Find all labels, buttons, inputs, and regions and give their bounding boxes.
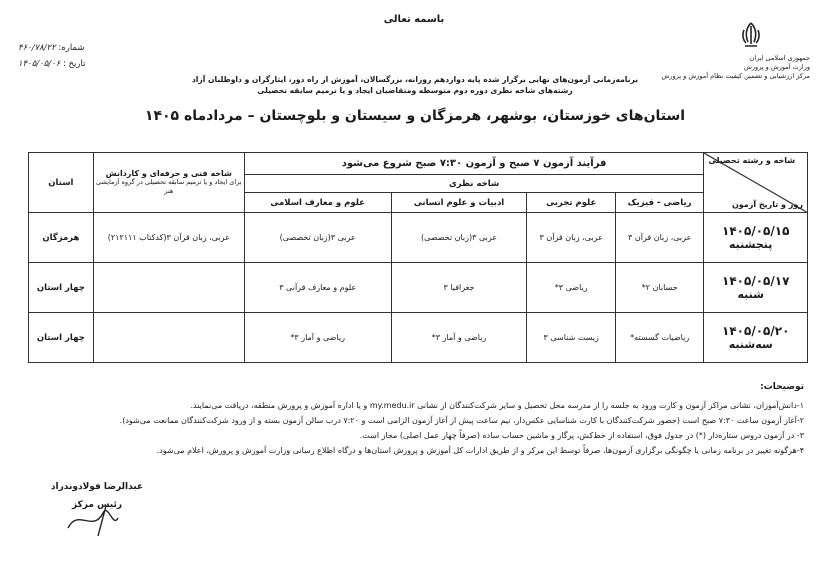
- row-cell: جغرافیا ۳: [391, 263, 527, 313]
- row-cell: زیست شناسی ۳: [527, 313, 615, 363]
- note-item: ۲-آغاز آزمون ساعت ۷:۳۰ صبح است (حضور شرکت‌کنندگان با کارت شناسایی عکس‌دار، نیم ساعت پیش از آغاز آزمون الزامی است و ۷:۲۰ درب سالن آزمون بسته و از ورود شرکت‌کنندگان ممانعت می‌شود).: [119, 416, 804, 425]
- field-header-label: شاخه و رشته تحصیلی: [708, 156, 796, 165]
- field-humanities: ادبیات و علوم انسانی: [391, 193, 527, 213]
- field-date-header-cell: [704, 153, 808, 213]
- document-heading: [180, 74, 650, 96]
- letter-number: [18, 40, 168, 56]
- letter-number-value: ۴۶۰/۷۸/۲۲: [18, 43, 56, 53]
- row-cell: عربی، زبان قرآن ۳: [527, 213, 615, 263]
- row-cell: عربی، زبان قرآن ۳: [615, 213, 703, 263]
- letter-date-label: تاریخ :: [62, 59, 86, 69]
- table-row: [29, 213, 808, 263]
- table-header-row-1: [29, 153, 808, 175]
- signer-role: رئیس مرکز: [71, 500, 123, 510]
- letter-date: [18, 56, 168, 72]
- row-date-cell: [704, 263, 808, 313]
- row-cell: حسابان ۲*: [615, 263, 703, 313]
- province-header-cell: استان: [29, 153, 94, 213]
- date-header-label: روز و تاریخ آزمون: [731, 200, 803, 209]
- technical-branch-label: شاخه فنی و حرفه‌ای و کاردانش: [105, 169, 232, 178]
- row-cell: ریاضی و آمار ۳*: [391, 313, 527, 363]
- row-date: ۱۴۰۵/۰۵/۱۷: [722, 274, 790, 288]
- field-math-physics: ریاضی - فیزیک: [615, 193, 703, 213]
- row-cell: عربی ۳(زبان تخصصی): [391, 213, 527, 263]
- letter-number-label: شماره:: [58, 43, 85, 53]
- row-technical-cell: [93, 263, 244, 313]
- note-item: ۱-دانش‌آموزان، نشانی مراکز آزمون و کارت ورود به جلسه را از مدرسه محل تحصیل و سایر شرکت‌کنندگان از نشانی my.medu.ir و یا اداره آموزش و پرورش منطقه، دریافت می‌نمایند.: [190, 401, 804, 410]
- notes-title: توضیحات:: [760, 382, 804, 392]
- document-top-title: باسمه تعالی: [383, 14, 445, 25]
- heading-line-1: برنامه‌زمانی آزمون‌های نهایی برگزار شده پایه دوازدهم روزانه، بزرگسالان، آموزش از راه دور، ایثارگران و داوطلبان آزاد: [191, 75, 639, 84]
- field-experimental-sciences: علوم تجربی: [527, 193, 615, 213]
- row-cell: ریاضیات گسسته*: [615, 313, 703, 363]
- letter-meta: [18, 40, 168, 72]
- row-date: ۱۴۰۵/۰۵/۲۰: [722, 324, 790, 338]
- row-province-cell: هرمزگان: [29, 213, 94, 263]
- note-item: ۳- در آزمون دروس ستاره‌دار (*) در جدول فوق، استفاده از خط‌کش، پرگار و ماشین حساب ساده (صرفاً چهار عمل اصلی) مجاز است.: [359, 431, 804, 440]
- row-province-cell: چهار استان: [29, 313, 94, 363]
- technical-branch-note: برای ایجاد و یا ترمیم سابقه تحصیلی در گروه آزمایشی هنر: [96, 178, 242, 195]
- row-date: ۱۴۰۵/۰۵/۱۵: [722, 224, 790, 238]
- letter-date-value: ۱۴۰۵/۰۵/۰۶: [18, 59, 61, 69]
- note-item: ۴-هرگونه تغییر در برنامه زمانی یا چگونگی برگزاری آزمون‌ها، صرفاً توسط این مرکز و از طریق ادارات کل آموزش و پرورش استان‌ها و درگاه اطلاع رسانی وزارت آموزش و پرورش، اعلام می‌شود.: [156, 446, 804, 455]
- heading-line-2: رشته‌های شاخه نظری دوره دوم متوسطه ومتقاضیان ایجاد و یا ترمیم سابقه تحصیلی: [257, 86, 573, 95]
- org-line-center: مرکز ارزشیابی و تضمین کیفیت نظام آموزش و پرورش: [661, 72, 810, 80]
- theory-branch-cell: شاخه نظری: [244, 175, 704, 193]
- row-cell: ریاضی ۳*: [527, 263, 615, 313]
- row-technical-cell: [93, 313, 244, 363]
- handwritten-signature-icon: [58, 498, 138, 538]
- row-province-cell: چهار استان: [29, 263, 94, 313]
- row-cell: ریاضی و آمار ۳*: [244, 313, 391, 363]
- table-row: [29, 263, 808, 313]
- technical-branch-header-cell: [93, 153, 244, 213]
- org-line-country: جمهوری اسلامی ایران: [749, 54, 810, 62]
- row-date-cell: [704, 313, 808, 363]
- notes-list: [14, 398, 804, 458]
- signer-name: عبدالرضا فولادوندراد: [50, 482, 144, 492]
- row-cell: علوم و معارف قرآنی ۳: [244, 263, 391, 313]
- main-title: استان‌های خوزستان، بوشهر، هرمزگان و سیستان و بلوچستان – مردادماه ۱۴۰۵: [144, 108, 686, 124]
- row-day: شنبه: [737, 288, 764, 301]
- table-row: [29, 313, 808, 363]
- row-date-cell: [704, 213, 808, 263]
- row-day: پنجشنبه: [729, 238, 773, 251]
- exam-schedule-table: [28, 152, 808, 363]
- field-islamic-sciences: علوم و معارف اسلامی: [244, 193, 391, 213]
- row-day: سه‌شنبه: [728, 338, 773, 351]
- process-title-cell: فرآیند آزمون ۷ صبح و آزمون ۷:۳۰ صبح شروع می‌شود: [244, 153, 704, 175]
- organization-block: [640, 54, 810, 81]
- row-technical-cell: عربی، زبان قرآن ۳(کدکتاب ۲۱۲۱۱۱): [93, 213, 244, 263]
- row-cell: عربی ۳(زبان تخصصی): [244, 213, 391, 263]
- org-line-ministry: وزارت آموزش و پرورش: [743, 63, 810, 71]
- iran-emblem-icon: [736, 20, 766, 50]
